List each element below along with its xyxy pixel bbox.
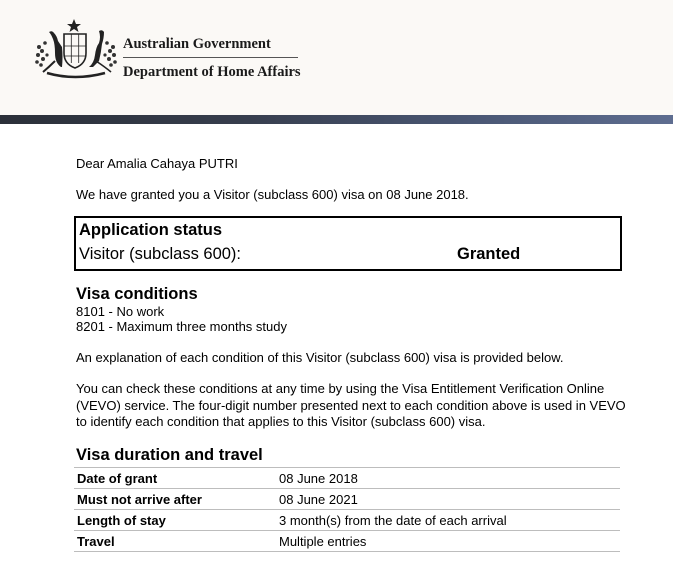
vevo-note: You can check these conditions at any time by using the Visa Entitlement Verification Online (VEVO) service. The four-digit number presented next to each condition above is used in VEVO to identify each condition that applies to this Visitor (subclass 600) visa. xyxy=(76,381,626,429)
row-label: Must not arrive after xyxy=(77,492,202,507)
condition-item: 8201 - Maximum three months study xyxy=(76,319,287,334)
visa-duration-title: Visa duration and travel xyxy=(76,446,263,464)
table-row xyxy=(74,510,620,531)
application-status-box xyxy=(74,216,622,271)
visa-duration-table xyxy=(74,467,620,552)
row-label: Date of grant xyxy=(77,471,158,486)
department-name: Department of Home Affairs xyxy=(123,64,301,80)
government-name: Australian Government xyxy=(123,36,271,52)
greeting: Dear Amalia Cahaya PUTRI xyxy=(76,156,238,171)
grant-statement: We have granted you a Visitor (subclass 600) visa on 08 June 2018. xyxy=(76,187,469,202)
header-band xyxy=(0,115,673,124)
row-value: Multiple entries xyxy=(279,534,367,549)
table-row xyxy=(74,531,620,552)
row-value: 08 June 2018 xyxy=(279,471,358,486)
visa-conditions-title: Visa conditions xyxy=(76,285,198,303)
conditions-explanation: An explanation of each condition of this Visitor (subclass 600) visa is provided below. xyxy=(76,350,564,365)
row-label: Travel xyxy=(77,534,115,549)
status-value: Granted xyxy=(457,245,521,263)
table-row xyxy=(74,489,620,510)
condition-item: 8101 - No work xyxy=(76,304,165,319)
coat-of-arms-icon xyxy=(33,17,119,81)
row-value: 08 June 2021 xyxy=(279,492,358,507)
letterhead xyxy=(0,0,673,115)
table-row xyxy=(74,468,620,489)
application-status-title: Application status xyxy=(79,221,223,239)
header-divider xyxy=(123,57,298,58)
row-label: Length of stay xyxy=(77,513,166,528)
row-value: 3 month(s) from the date of each arrival xyxy=(279,513,507,528)
visa-subclass-label: Visitor (subclass 600): xyxy=(79,245,242,263)
